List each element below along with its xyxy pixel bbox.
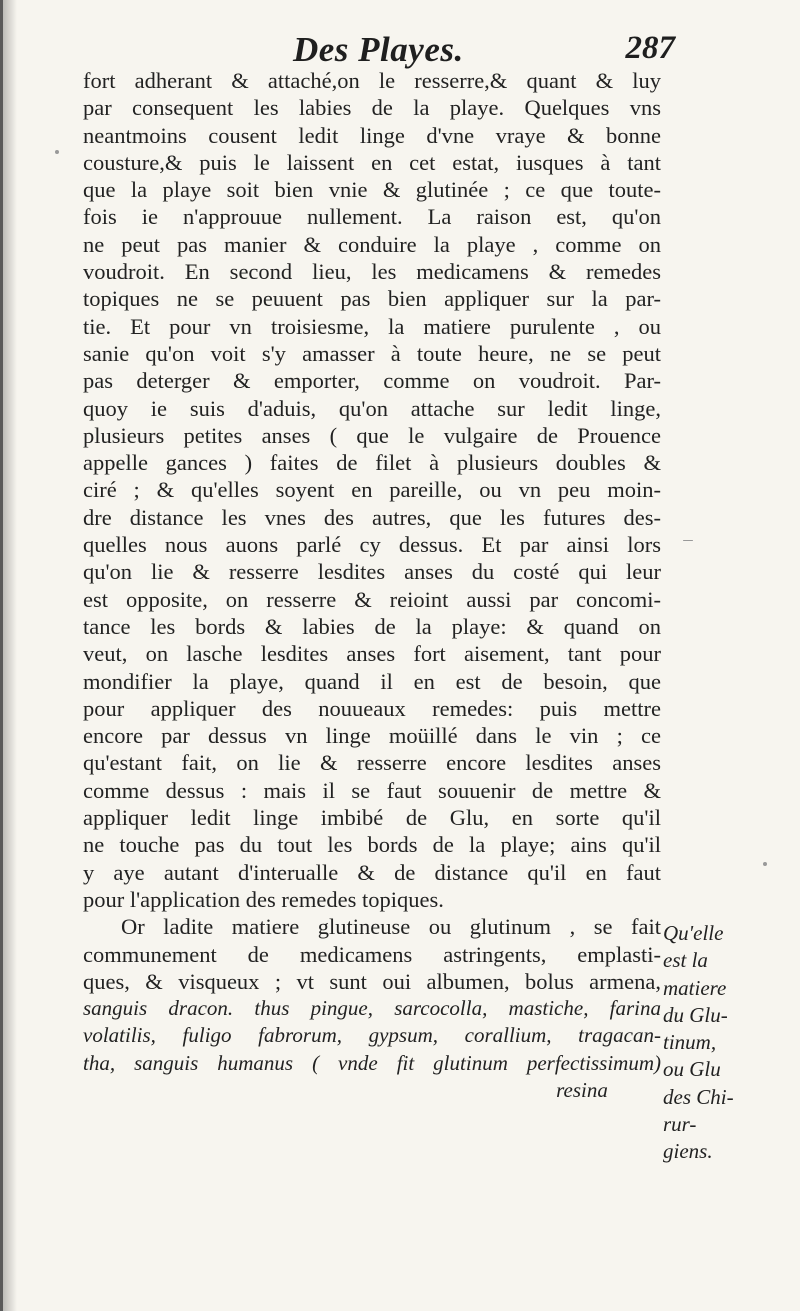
paper-speck	[683, 540, 693, 541]
text-line: comme dessus : mais il se faut souuenir de mettre &	[83, 777, 661, 803]
text-line: plusieurs petites anses ( que le vulgaire de Prouence	[83, 422, 661, 448]
text-line: que la playe soit bien vnie & glutinée ; ce que toute-	[83, 177, 661, 203]
text-line: ciré ; & qu'elles soyent en pareille, ou vn peu moin-	[83, 477, 661, 503]
text-line: encore par dessus vn linge moüillé dans le vin ; ce	[83, 723, 661, 749]
text-line: cousture,& puis le laissent en cet estat, iusques à tant	[83, 149, 661, 175]
text-line: ne peut pas manier & conduire la playe , comme on	[83, 231, 661, 257]
text-line: topiques ne se peuuent pas bien appliquer sur la par-	[83, 286, 661, 312]
text-line: y aye autant d'interualle & de distance qu'il en faut	[83, 859, 661, 885]
running-title: Des Playes.	[293, 30, 464, 69]
text-line: dre distance les vnes des autres, que les futures des-	[83, 504, 661, 530]
text-line: volatilis, fuligo fabrorum, gypsum, corallium, tragacan-	[83, 1023, 661, 1048]
text-line: pas deterger & emporter, comme on voudroit. Par-	[83, 368, 661, 394]
text-line: veut, on lasche lesdites anses fort aisement, tant pour	[83, 641, 661, 667]
text-line: fois ie n'approuue nullement. La raison est, qu'on	[83, 204, 661, 230]
text-line: tance les bords & labies de la playe: & quand on	[83, 613, 661, 639]
text-line: mondifier la playe, quand il en est de besoin, que	[83, 668, 661, 694]
margin-note-line: rur-	[663, 1112, 697, 1137]
margin-note-line: Qu'elle	[663, 921, 724, 945]
text-line: quelles nous auons parlé cy dessus. Et par ainsi lors	[83, 532, 661, 558]
margin-note-line: du Glu-	[663, 1002, 728, 1027]
text-line: est opposite, on resserre & reioint aussi par concomi-	[83, 586, 661, 612]
text-line: pour appliquer des nouueaux remedes: puis mettre	[83, 695, 661, 721]
text-line: quoy ie suis d'aduis, qu'on attache sur ledit linge,	[83, 395, 661, 421]
text-line: qu'on lie & resserre lesdites anses du costé qui leur	[83, 559, 661, 585]
body-text	[83, 67, 661, 1104]
text-line: par consequent les labies de la playe. Quelques vns	[83, 95, 661, 121]
margin-note-line: giens.	[663, 1139, 713, 1164]
text-line: Or ladite matiere glutineuse ou glutinum , se fait	[121, 914, 661, 940]
margin-note-line: tinum,	[663, 1030, 717, 1055]
page-number: 287	[625, 30, 675, 66]
text-line: communement de medicamens astringents, emplasti-	[83, 941, 661, 967]
margin-note-line: est la	[663, 948, 708, 973]
paper-speck	[763, 862, 767, 866]
text-line: tha, sanguis humanus ( vnde fit glutinum perfectissimum)	[83, 1050, 661, 1075]
text-line: voudroit. En second lieu, les medicamens & remedes	[83, 259, 661, 285]
margin-note-line: des Chi-	[663, 1084, 734, 1109]
text-line: fort adherant & attaché,on le resserre,& quant & luy	[83, 68, 661, 93]
catchword: resina	[556, 1077, 608, 1102]
text-line: appliquer ledit linge imbibé de Glu, en sorte qu'il	[83, 805, 661, 831]
paper-speck	[55, 150, 59, 154]
text-line: ques, & visqueux ; vt sunt oui albumen, bolus armena,	[83, 968, 661, 994]
text-line: pour l'application des remedes topiques.	[83, 886, 444, 912]
text-line: ne touche pas du tout les bords de la playe; ains qu'il	[83, 832, 661, 858]
text-line: sanguis dracon. thus pingue, sarcocolla, mastiche, farina	[83, 996, 661, 1021]
text-line: sanie qu'on voit s'y amasser à toute heure, ne se peut	[83, 340, 661, 366]
margin-note-line: ou Glu	[663, 1057, 721, 1082]
text-line: neantmoins cousent ledit linge d'vne vraye & bonne	[83, 122, 661, 148]
margin-note-line: matiere	[663, 975, 727, 1000]
text-line: tie. Et pour vn troisiesme, la matiere purulente , ou	[83, 313, 661, 339]
text-line: appelle gances ) faites de filet à plusieurs doubles &	[83, 450, 661, 476]
margin-note	[663, 920, 783, 1166]
text-line: qu'estant fait, on lie & resserre encore lesdites anses	[83, 750, 661, 776]
